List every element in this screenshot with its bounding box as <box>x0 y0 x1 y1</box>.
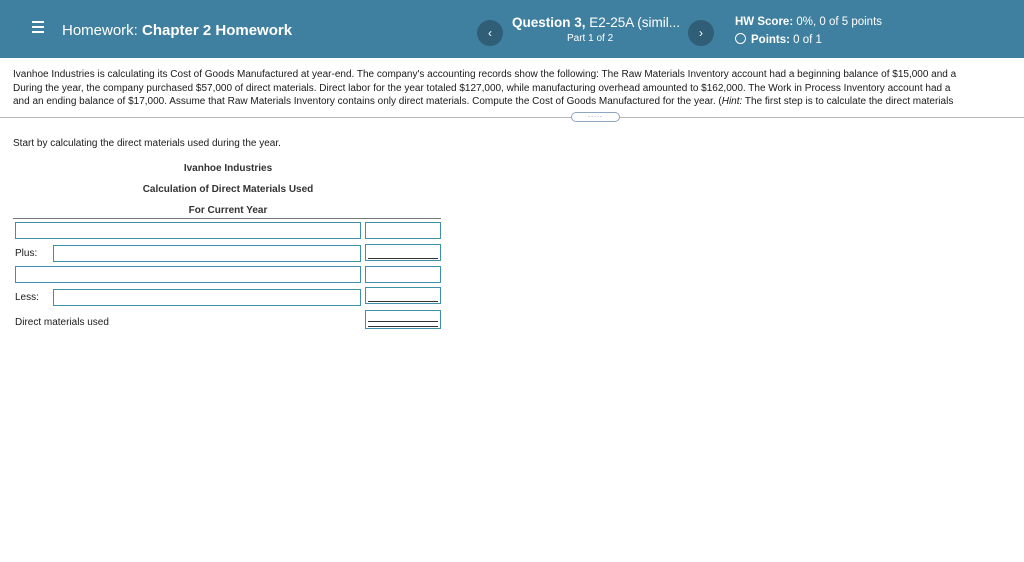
less-label-input[interactable] <box>53 289 361 306</box>
score-label: HW Score: <box>735 16 794 28</box>
score-value: 0%, 0 of 5 points <box>793 16 883 28</box>
row1-amount-input[interactable] <box>365 222 441 239</box>
plus-label-input[interactable] <box>53 245 361 262</box>
problem-line-3 <box>13 95 1024 109</box>
expand-button[interactable]: ..... <box>571 112 620 122</box>
hint-label: Hint: <box>721 96 743 107</box>
question-part: Part 1 of 2 <box>567 33 614 44</box>
problem-line-1: Ivanhoe Industries is calculating its Cost of Goods Manufactured at year-end. The company's accounting records show the following: The Raw Materials Inventory account had a beginning balance of $15,000 and a <box>13 69 957 80</box>
problem-line-3a: and an ending balance of $17,000. Assume that Raw Materials Inventory contains only direct materials. Compute the Cost of Goods Manufactured for the year. ( <box>13 96 722 107</box>
top-bar <box>0 0 1024 58</box>
problem-statement <box>13 68 1024 109</box>
less-amount-input[interactable] <box>365 287 441 304</box>
plus-amount-input[interactable] <box>365 244 441 261</box>
schedule-title: Calculation of Direct Materials Used <box>142 184 314 195</box>
problem-line-3b: The first step is to calculate the direct materials <box>742 96 954 107</box>
instruction-text: Start by calculating the direct materials used during the year. <box>13 138 281 149</box>
points <box>735 33 822 46</box>
company-name: Ivanhoe Industries <box>183 163 273 174</box>
row3-label-input[interactable] <box>15 266 361 283</box>
direct-materials-used-input[interactable] <box>365 310 441 329</box>
points-label: Points: <box>751 34 790 46</box>
homework-name: Chapter 2 Homework <box>142 22 293 39</box>
question-number: Question 3, <box>512 15 586 30</box>
points-circle-icon <box>735 33 746 44</box>
previous-question-button[interactable]: ‹ <box>477 20 503 46</box>
homework-title <box>62 22 292 39</box>
points-value: 0 of 1 <box>789 34 822 46</box>
row1-label-input[interactable] <box>15 222 361 239</box>
question-subtitle: E2-25A (simil... <box>585 15 681 30</box>
table-top-rule <box>13 218 441 219</box>
problem-line-2: During the year, the company purchased $57,000 of direct materials. Direct labor for the year totaled $127,000, while manufacturing overhead amounted to $162,000. The Work in Process Inventory account had a <box>13 82 951 94</box>
plus-label: Plus: <box>15 248 38 259</box>
schedule-period: For Current Year <box>188 205 268 216</box>
homework-prefix: Homework: <box>62 22 138 39</box>
next-question-button[interactable]: › <box>688 20 714 46</box>
total-label: Direct materials used <box>15 317 109 328</box>
hw-score <box>735 16 882 28</box>
row3-amount-input[interactable] <box>365 266 441 283</box>
question-title <box>512 15 680 30</box>
hamburger-menu-icon[interactable] <box>32 21 44 35</box>
less-label: Less: <box>15 292 39 303</box>
section-divider <box>0 117 1024 118</box>
